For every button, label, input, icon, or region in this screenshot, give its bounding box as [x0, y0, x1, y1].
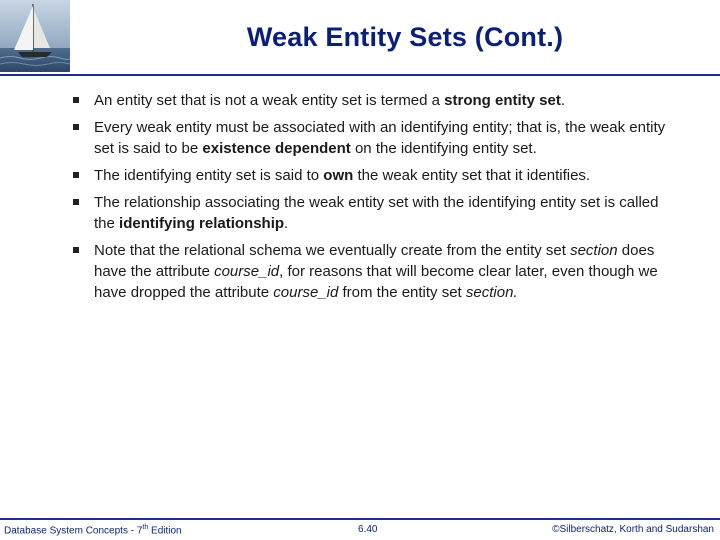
bullet-item [70, 240, 670, 303]
bullet-list [70, 90, 670, 309]
bullet-text: , for reasons that will become clear later, even though we have dropped the attribute [94, 263, 658, 301]
bullet-text: Every weak entity must be associated with an identifying entity; that is, the weak entity set is said to be [94, 119, 666, 157]
bullet-item [70, 117, 670, 159]
bullet-text: does have the attribute [94, 242, 655, 280]
italic-term: section. [465, 284, 518, 301]
emphasized-term: identifying relationship [119, 215, 285, 232]
italic-term: course_id [273, 284, 339, 301]
footer [0, 522, 720, 540]
footer-book-title: Database System Concepts - 7th Edition [4, 524, 182, 537]
footer-divider [0, 518, 720, 520]
header-divider [0, 74, 720, 76]
emphasized-term: own [323, 167, 354, 184]
bullet-item [70, 192, 670, 234]
bullet-item [70, 165, 670, 186]
bullet-text: . [560, 92, 566, 109]
footer-copyright: ©Silberschatz, Korth and Sudarshan [552, 524, 714, 535]
bullet-text: the weak entity set that it identifies. [353, 167, 591, 184]
emphasized-term: existence dependent [202, 140, 351, 157]
italic-term: section [570, 242, 618, 259]
bullet-text: from the entity set [338, 284, 466, 301]
slide-title: Weak Entity Sets (Cont.) [246, 22, 564, 52]
emphasized-term: strong entity set [444, 92, 561, 109]
square-bullet-icon [73, 172, 79, 178]
bullet-text: on the identifying entity set. [350, 140, 537, 157]
bullet-text: The identifying entity set is said to [94, 167, 324, 184]
square-bullet-icon [73, 124, 79, 130]
bullet-text: Note that the relational schema we eventually create from the entity set [94, 242, 571, 259]
italic-term: course_id [214, 263, 280, 280]
sailboat-logo-icon [0, 0, 70, 72]
bullet-text: . [284, 215, 289, 232]
bullet-text: An entity set that is not a weak entity set is termed a [94, 92, 445, 109]
square-bullet-icon [73, 247, 79, 253]
square-bullet-icon [73, 199, 79, 205]
bullet-item [70, 90, 670, 111]
bullet-text: The relationship associating the weak entity set with the identifying entity set is called the [94, 194, 659, 232]
footer-page-number: 6.40 [358, 524, 378, 535]
square-bullet-icon [73, 97, 79, 103]
